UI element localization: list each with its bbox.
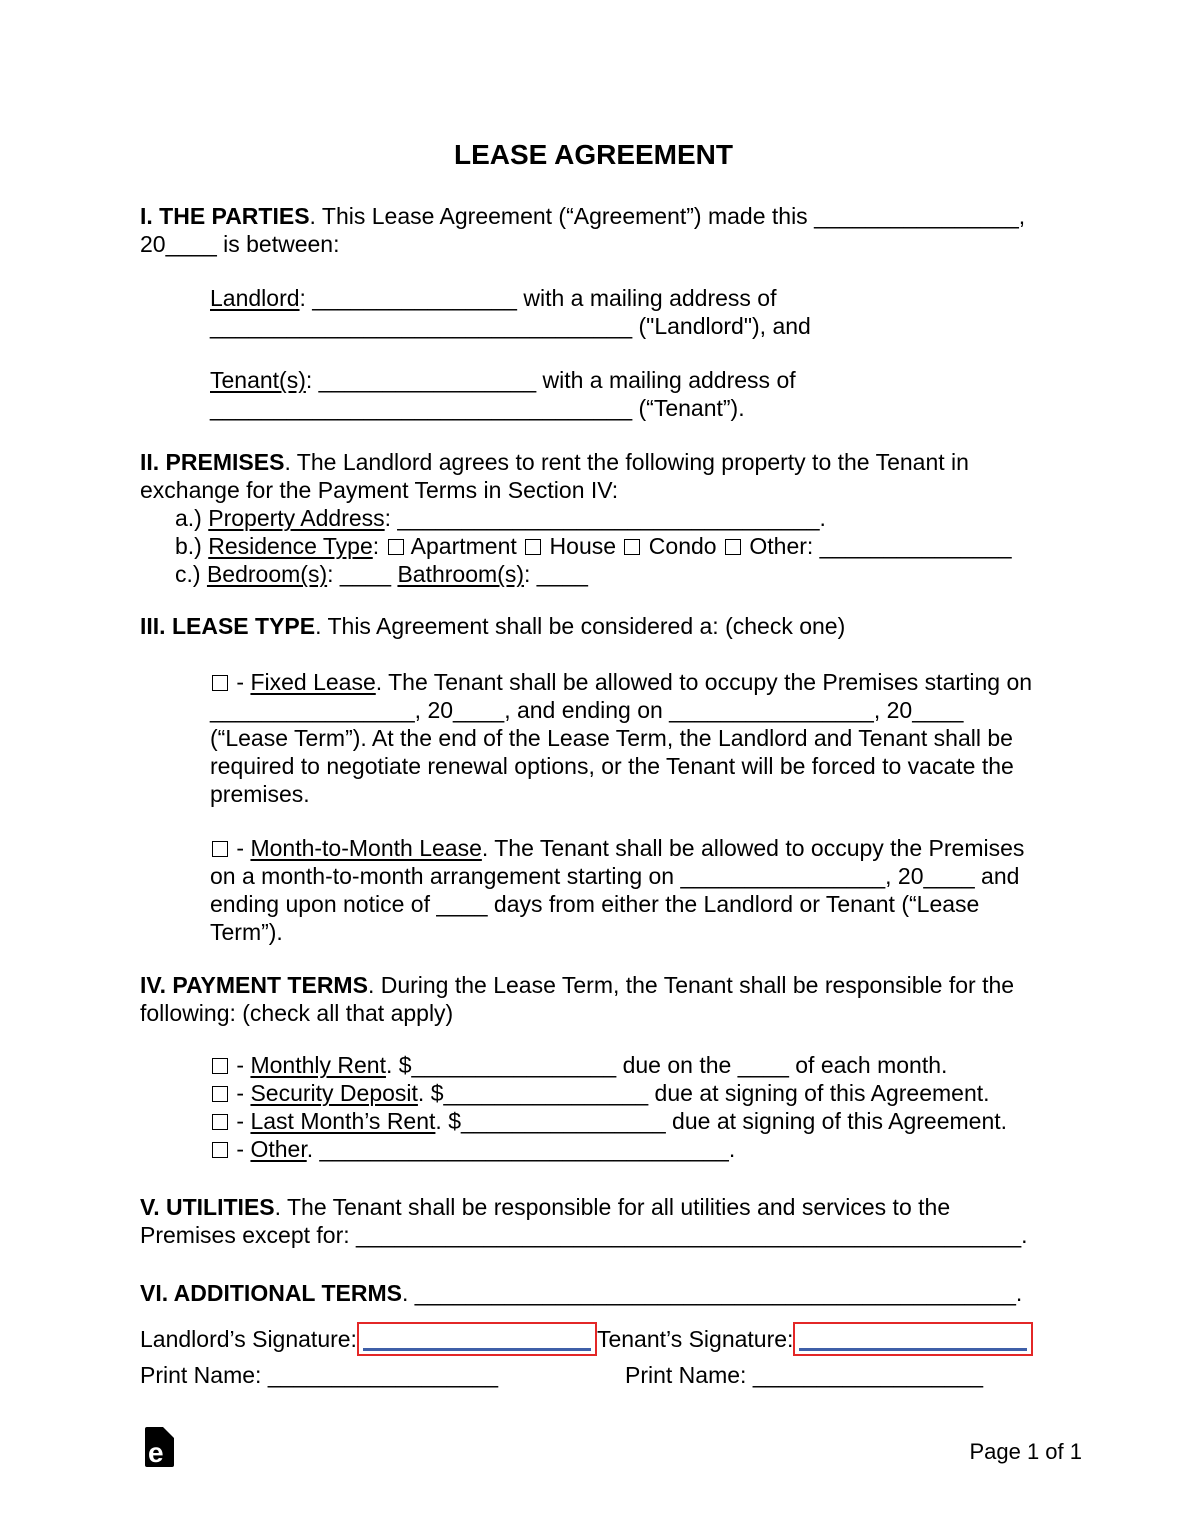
page-indicator: Page 1 of 1 xyxy=(969,1439,1082,1464)
last-months-rent-dash: - xyxy=(230,1108,251,1134)
fixed-lease-dash: - xyxy=(230,669,251,695)
payment-terms-line1-text: . During the Lease Term, the Tenant shall be responsible for the xyxy=(367,972,1015,998)
eforms-logo-letter: e xyxy=(148,1437,164,1468)
eforms-logo xyxy=(145,1427,174,1467)
section-additional-terms xyxy=(140,1279,1047,1307)
monthly-rent-dash: - xyxy=(230,1052,251,1078)
bedrooms-bathrooms-item xyxy=(175,561,588,587)
monthly-rent-text: . $________________ due on the ____ of each month. xyxy=(385,1052,948,1078)
item-a-prefix: a.) xyxy=(175,505,209,531)
section-lease-type xyxy=(140,612,1047,640)
fixed-lease-line1-text: . The Tenant shall be allowed to occupy the Premises starting on xyxy=(375,669,1033,695)
tenant-line1-text: : _________________ with a mailing address of xyxy=(305,367,796,393)
house-checkbox[interactable] xyxy=(525,539,541,555)
other-payment-checkbox[interactable] xyxy=(212,1142,228,1158)
other-payment-text: . ________________________________. xyxy=(306,1136,736,1162)
parties-line1-text: . This Lease Agreement (“Agreement”) made this ________________, xyxy=(309,203,1026,229)
other-residence-label: Other: _______________ xyxy=(742,533,1012,559)
section-parties-intro xyxy=(140,202,1047,258)
landlord-term: Landlord xyxy=(210,285,300,311)
landlord-signature-field[interactable] xyxy=(357,1322,597,1356)
residence-type-term: Residence Type xyxy=(208,533,373,559)
print-name-row xyxy=(140,1361,1047,1389)
section-additional-terms-heading: VI. ADDITIONAL TERMS xyxy=(140,1280,402,1306)
signature-row xyxy=(140,1321,1047,1357)
bedrooms-blank: : ____ xyxy=(327,561,398,587)
other-payment-item xyxy=(210,1136,735,1162)
tenant-term: Tenant(s) xyxy=(210,367,306,393)
item-c-prefix: c.) xyxy=(175,561,207,587)
month-to-month-line1-text: . The Tenant shall be allowed to occupy the Premises xyxy=(481,835,1025,861)
last-months-rent-item xyxy=(210,1108,1007,1134)
bathrooms-blank: : ____ xyxy=(524,561,588,587)
fixed-lease-clause xyxy=(210,668,1047,808)
landlord-print-name: Print Name: __________________ xyxy=(140,1362,499,1388)
page-fold-icon xyxy=(163,1427,174,1438)
fixed-lease-line5-text: premises. xyxy=(210,781,310,807)
landlord-signature-label: Landlord’s Signature: xyxy=(140,1326,357,1352)
section-payment-terms-heading: IV. PAYMENT TERMS xyxy=(140,972,368,998)
bathrooms-term: Bathroom(s) xyxy=(397,561,524,587)
month-to-month-checkbox[interactable] xyxy=(212,841,228,857)
additional-terms-blank: . _______________________________________________. xyxy=(401,1280,1023,1306)
parties-line2-text: 20____ is between: xyxy=(140,231,340,257)
premises-line1-text: . The Landlord agrees to rent the following property to the Tenant in xyxy=(284,449,969,475)
last-months-rent-text: . $________________ due at signing of this Agreement. xyxy=(435,1108,1008,1134)
month-to-month-line4-text: Term”). xyxy=(210,919,283,945)
section-utilities-heading: V. UTILITIES xyxy=(140,1194,275,1220)
landlord-line2-text: _________________________________ ("Landlord"), and xyxy=(210,313,811,339)
payment-terms-line2-text: following: (check all that apply) xyxy=(140,1000,454,1026)
fixed-lease-line4-text: required to negotiate renewal options, or the Tenant will be forced to vacate the xyxy=(210,753,1014,779)
utilities-line2-text: Premises except for: ____________________________________________________. xyxy=(140,1222,1028,1248)
tenant-signature-label: Tenant’s Signature: xyxy=(596,1326,794,1352)
fixed-lease-checkbox[interactable] xyxy=(212,675,228,691)
property-address-item xyxy=(175,505,826,531)
month-to-month-line3-text: ending upon notice of ____ days from either the Landlord or Tenant (“Lease xyxy=(210,891,980,917)
property-address-blank: : _________________________________. xyxy=(384,505,826,531)
fixed-lease-line2-text: ________________, 20____, and ending on ________________, 20____ xyxy=(210,697,964,723)
monthly-rent-item xyxy=(210,1052,947,1078)
month-to-month-line2-text: on a month-to-month arrangement starting on ________________, 20____ and xyxy=(210,863,1020,889)
last-months-rent-term: Last Month’s Rent xyxy=(250,1108,436,1134)
month-to-month-dash: - xyxy=(230,835,251,861)
monthly-rent-term: Monthly Rent xyxy=(250,1052,386,1078)
bedrooms-term: Bedroom(s) xyxy=(206,561,328,587)
premises-line2-text: exchange for the Payment Terms in Section IV: xyxy=(140,477,619,503)
document-title: LEASE AGREEMENT xyxy=(454,139,733,170)
section-utilities xyxy=(140,1193,1047,1249)
apartment-checkbox[interactable] xyxy=(388,539,404,555)
month-to-month-clause xyxy=(210,834,1047,946)
security-deposit-term: Security Deposit xyxy=(250,1080,418,1106)
security-deposit-dash: - xyxy=(230,1080,251,1106)
section-lease-type-heading: III. LEASE TYPE xyxy=(140,613,316,639)
month-to-month-term: Month-to-Month Lease xyxy=(250,835,482,861)
item-b-prefix: b.) xyxy=(175,533,209,559)
payment-items-list xyxy=(210,1051,1047,1163)
tenant-clause xyxy=(210,366,1047,422)
apartment-label: Apartment xyxy=(405,533,524,559)
fixed-lease-term: Fixed Lease xyxy=(250,669,376,695)
security-deposit-checkbox[interactable] xyxy=(212,1086,228,1102)
residence-type-item xyxy=(175,533,1012,559)
lease-type-line1-text: . This Agreement shall be considered a: (check one) xyxy=(315,613,846,639)
last-months-rent-checkbox[interactable] xyxy=(212,1114,228,1130)
section-payment-terms xyxy=(140,971,1047,1027)
house-label: House xyxy=(543,533,623,559)
utilities-line1-text: . The Tenant shall be responsible for all utilities and services to the xyxy=(274,1194,951,1220)
landlord-line1-text: : ________________ with a mailing address of xyxy=(299,285,777,311)
security-deposit-item xyxy=(210,1080,990,1106)
section-premises xyxy=(140,448,1047,588)
other-residence-checkbox[interactable] xyxy=(725,539,741,555)
property-address-term: Property Address xyxy=(208,505,385,531)
condo-checkbox[interactable] xyxy=(624,539,640,555)
monthly-rent-checkbox[interactable] xyxy=(212,1058,228,1074)
tenant-print-name: Print Name: __________________ xyxy=(625,1362,984,1388)
tenant-line2-text: _________________________________ (“Tenant”). xyxy=(210,395,745,421)
landlord-clause xyxy=(210,284,1047,340)
residence-type-colon: : xyxy=(372,533,386,559)
fixed-lease-line3-text: (“Lease Term”). At the end of the Lease Term, the Landlord and Tenant shall be xyxy=(210,725,1013,751)
condo-label: Condo xyxy=(642,533,723,559)
other-payment-dash: - xyxy=(230,1136,251,1162)
other-payment-term: Other xyxy=(250,1136,307,1162)
security-deposit-text: . $________________ due at signing of this Agreement. xyxy=(417,1080,990,1106)
section-premises-heading: II. PREMISES xyxy=(140,449,285,475)
tenant-signature-field[interactable] xyxy=(793,1322,1033,1356)
section-parties-heading: I. THE PARTIES xyxy=(140,203,310,229)
